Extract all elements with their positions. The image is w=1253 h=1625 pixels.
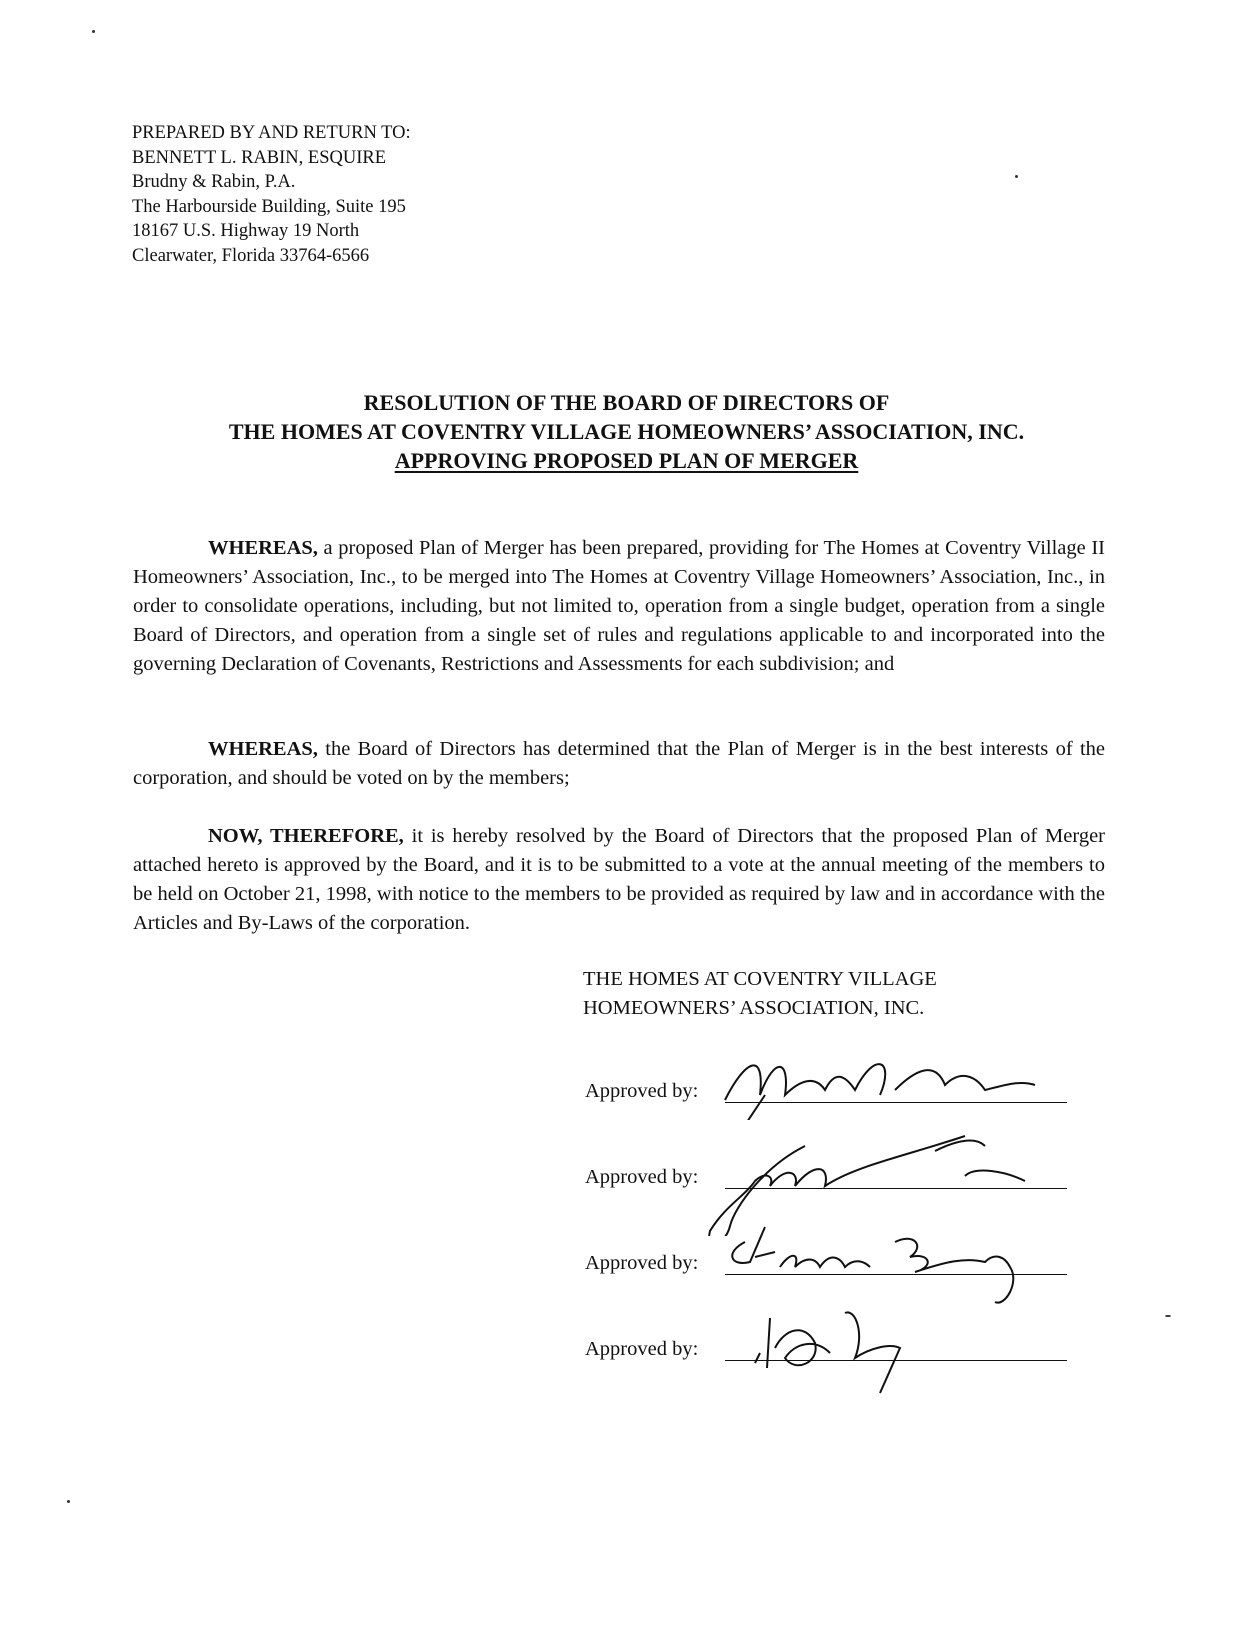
paragraph-lead: NOW, THEREFORE, — [208, 825, 404, 847]
paragraph-lead: WHEREAS, — [208, 738, 318, 760]
handwritten-signature-icon — [705, 1040, 1065, 1120]
approval-label: Approved by: — [585, 1338, 699, 1360]
approval-row-3 — [585, 1252, 698, 1275]
title-line-3: APPROVING PROPOSED PLAN OF MERGER — [394, 448, 859, 473]
scan-speck — [67, 1500, 70, 1503]
org-line-2: HOMEOWNERS’ ASSOCIATION, INC. — [583, 997, 925, 1019]
title-line-2: THE HOMES AT COVENTRY VILLAGE HOMEOWNERS’ ASSOCIATION, INC. — [228, 419, 1025, 444]
paragraph-text: it is hereby resolved by the Board of Directors that the proposed Plan of Merger attached hereto is approved by the Board, and it is to be submitted to a vote at the annual meeting of the members to be held on October 21, 1998, with notice to the members to be provided as required by law and in accordance with the Articles and By-Laws of the corporation. — [133, 825, 1105, 934]
approval-row-4 — [585, 1338, 698, 1361]
paragraph-text: the Board of Directors has determined that the Plan of Merger is in the best interests of the corporation, and should be voted on by the members; — [133, 738, 1105, 789]
paragraph-lead: WHEREAS, — [208, 537, 318, 559]
whereas-paragraph-1 — [133, 534, 1105, 679]
handwritten-signature-icon — [705, 1212, 1065, 1312]
title-line-1: RESOLUTION OF THE BOARD OF DIRECTORS OF — [363, 390, 890, 415]
scan-speck — [1165, 1315, 1171, 1317]
attorney-name: BENNETT L. RABIN, ESQUIRE — [132, 147, 387, 168]
association-name-block — [583, 965, 937, 1023]
law-firm: Brudny & Rabin, P.A. — [132, 172, 296, 193]
approval-label: Approved by: — [585, 1080, 699, 1102]
approval-row-2 — [585, 1166, 698, 1189]
address-building: The Harbourside Building, Suite 195 — [132, 196, 406, 217]
handwritten-signature-icon — [705, 1298, 1065, 1408]
address-street: 18167 U.S. Highway 19 North — [132, 221, 360, 242]
scan-speck — [1015, 175, 1018, 178]
approval-row-1 — [585, 1080, 698, 1103]
prepared-by-block — [132, 121, 411, 269]
prepared-by-line: PREPARED BY AND RETURN TO: — [132, 123, 411, 143]
org-line-1: THE HOMES AT COVENTRY VILLAGE — [583, 968, 937, 990]
paragraph-text: a proposed Plan of Merger has been prepared, providing for The Homes at Coventry Village II Homeowners’ Association, Inc., to be merged into The Homes at Coventry Village Homeowners’ Association, Inc., in order to consolidate operations, including, but not limited to, operation from a single budget, operation from a single Board of Directors, and operation from a single set of rules and regulations applicable to and incorporated into the governing Declaration of Covenants, Restrictions and Assessments for each subdivision; and — [133, 537, 1105, 675]
address-city: Clearwater, Florida 33764-6566 — [132, 245, 370, 266]
whereas-paragraph-2 — [133, 735, 1105, 793]
document-title — [0, 388, 1253, 475]
approval-label: Approved by: — [585, 1166, 699, 1188]
scan-speck — [92, 30, 95, 33]
resolution-paragraph — [133, 822, 1105, 938]
approval-label: Approved by: — [585, 1252, 699, 1274]
